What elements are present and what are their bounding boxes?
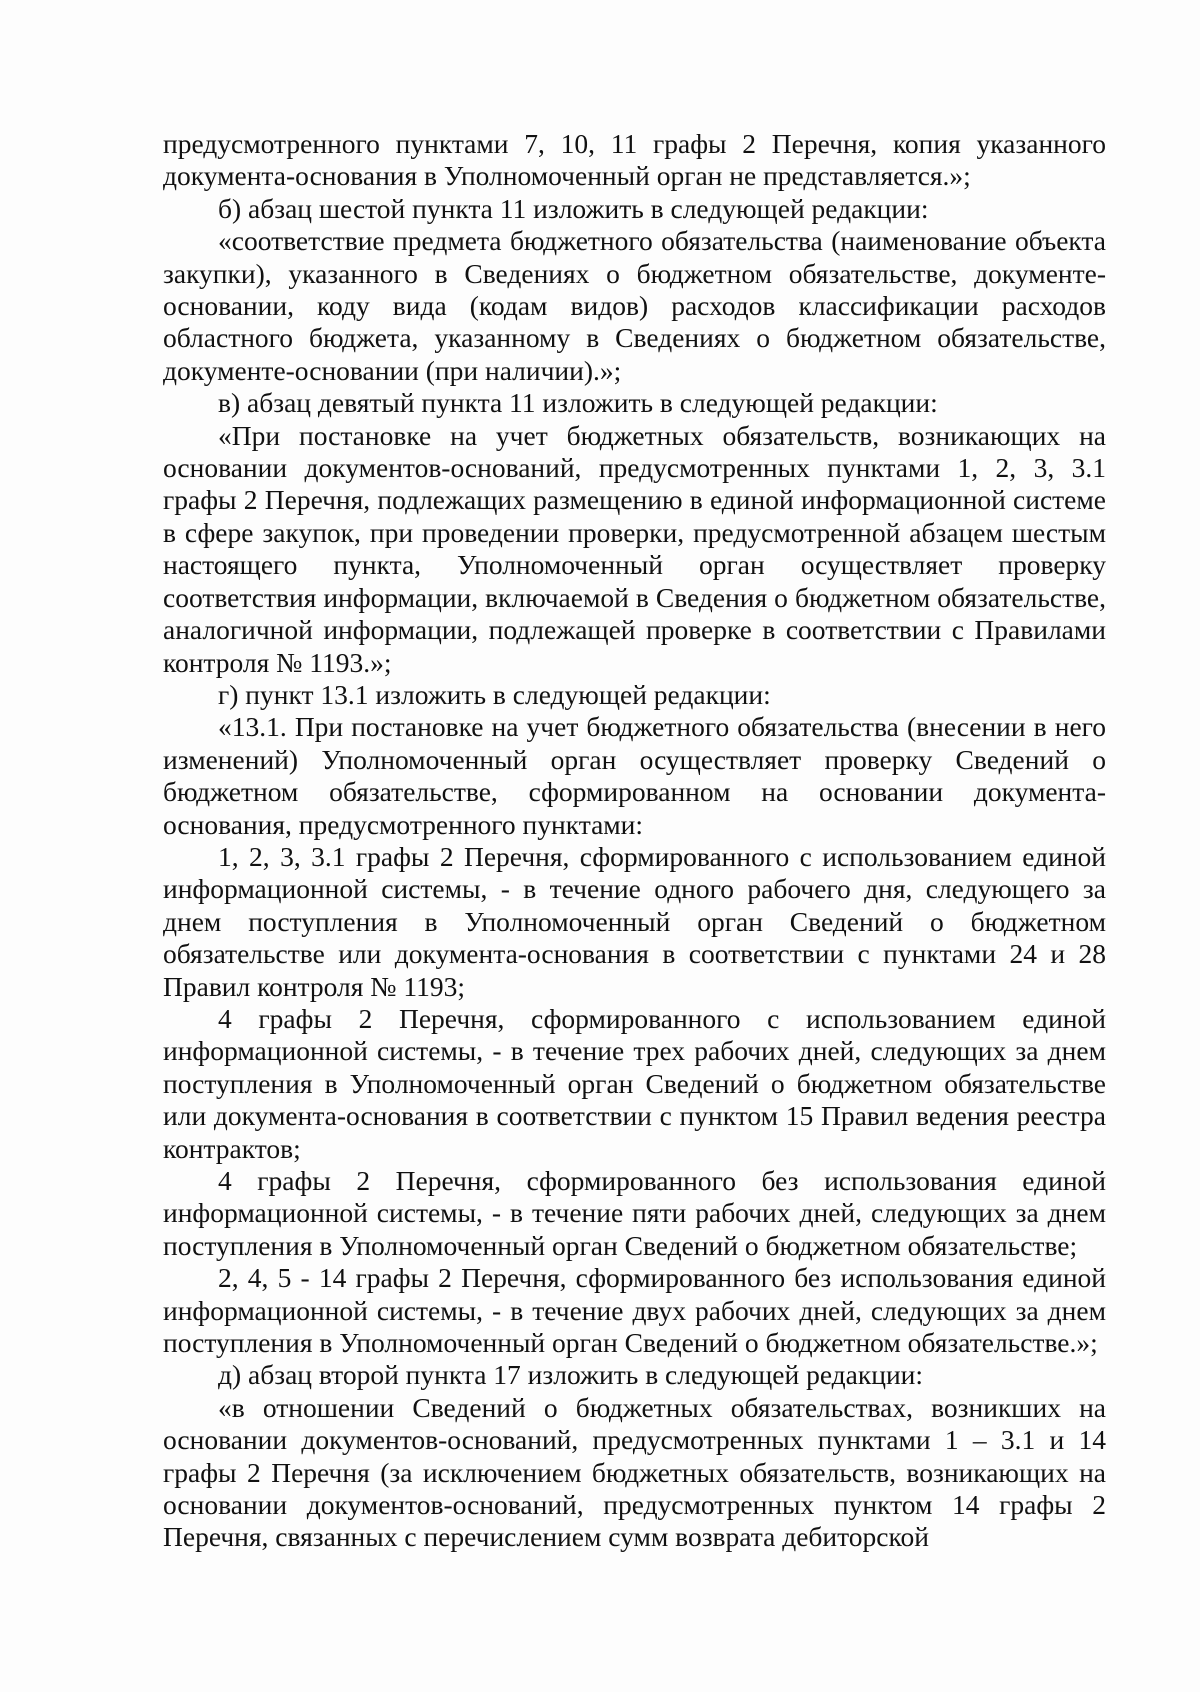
paragraph-11: 2, 4, 5 - 14 графы 2 Перечня, сформированного без использования единой информационной системы, - в течение двух рабочих дней, следующих за днем поступления в Уполномоченный орган Сведений о бюджетном обязательстве.»; <box>163 1262 1106 1359</box>
paragraph-6: г) пункт 13.1 изложить в следующей редакции: <box>218 678 771 710</box>
paragraph-10: 4 графы 2 Перечня, сформированного без использования единой информационной системы, - в течение пяти рабочих дней, следующих за днем поступления в Уполномоченный орган Сведений о бюджетном обязательстве; <box>163 1165 1106 1261</box>
paragraph-13: «в отношении Сведений о бюджетных обязательствах, возникших на основании документов-оснований, предусмотренных пунктами 1 – 3.1 и 14 графы 2 Перечня (за исключением бюджетных обязательств, возникающих на основании документов-оснований, предусмотренных пунктом 14 графы 2 Перечня, связанных с перечислением сумм возврата дебиторской <box>163 1391 1106 1553</box>
paragraph-3: «соответствие предмета бюджетного обязательства (наименование объекта закупки), указанного в Сведениях о бюджетном обязательстве, документе-основании, коду вида (кодам видов) расходов классификации расходов областного бюджета, указанному в Сведениях о бюджетном обязательстве, документе-основании (при наличии).»; <box>163 225 1106 386</box>
paragraph-2: б) абзац шестой пункта 11 изложить в следующей редакции: <box>218 192 929 224</box>
paragraph-12: д) абзац второй пункта 17 изложить в следующей редакции: <box>218 1359 924 1391</box>
paragraph-5: «При постановке на учет бюджетных обязательств, возникающих на основании документов-оснований, предусмотренных пунктами 1, 2, 3, 3.1 графы 2 Перечня, подлежащих размещению в единой информационной системе в сфере закупок, при проведении проверки, предусмотренной абзацем шестым настоящего пункта, Уполномоченный орган осуществляет проверку соответствия информации, включаемой в Сведения о бюджетном обязательстве, аналогичной информации, подлежащей проверке в соответствии с Правилами контроля № 1193.»; <box>163 419 1106 678</box>
paragraph-9: 4 графы 2 Перечня, сформированного с использованием единой информационной системы, - в течение трех рабочих дней, следующих за днем поступления в Уполномоченный орган Сведений о бюджетном обязательстве или документа-основания в соответствии с пунктом 15 Правил ведения реестра контрактов; <box>163 1002 1106 1164</box>
paragraph-4: в) абзац девятый пункта 11 изложить в следующей редакции: <box>218 387 938 419</box>
paragraph-1: предусмотренного пунктами 7, 10, 11 графы 2 Перечня, копия указанного документа-основания в Уполномоченный орган не представляется.»; <box>163 128 1106 192</box>
paragraph-7: «13.1. При постановке на учет бюджетного обязательства (внесении в него изменений) Уполномоченный орган осуществляет проверку Сведений о бюджетном обязательстве, сформированном на основании документа-основания, предусмотренного пунктами: <box>163 711 1106 840</box>
paragraph-8: 1, 2, 3, 3.1 графы 2 Перечня, сформированного с использованием единой информационной системы, - в течение одного рабочего дня, следующего за днем поступления в Уполномоченный орган Сведений о бюджетном обязательстве или документа-основания в соответствии с пунктами 24 и 28 Правил контроля № 1193; <box>163 840 1106 1002</box>
document-body <box>163 128 1106 1554</box>
